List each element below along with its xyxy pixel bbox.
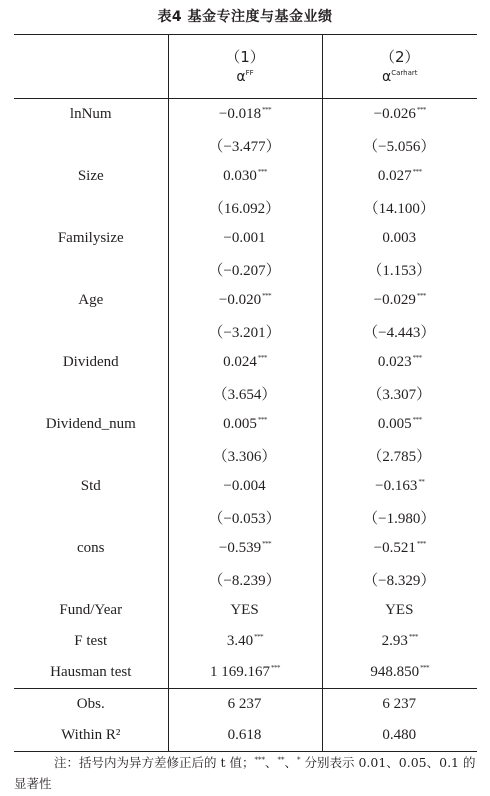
- variable-cell-value: Within R²: [61, 727, 121, 743]
- col-2-cell: [322, 161, 477, 192]
- col-1-cell-value: 0.030: [223, 168, 257, 184]
- table-row: [14, 161, 477, 192]
- col-1-cell-value: −0.020: [218, 292, 262, 308]
- col-1-cell: [168, 564, 322, 595]
- col-2-cell: [322, 533, 477, 564]
- col-2-cell-value: −0.029: [373, 292, 416, 308]
- variable-cell: [14, 316, 168, 347]
- variable-cell-value: cons: [77, 540, 105, 556]
- col-2-cell-value: 0.023: [377, 354, 412, 370]
- variable-cell-value: Size: [77, 168, 104, 184]
- col-1-cell: [168, 471, 322, 502]
- col-2-cell-value: （−5.056）: [363, 139, 436, 155]
- col-2-cell-value: 2.93: [381, 633, 408, 649]
- header-col-2: [322, 35, 477, 99]
- col-1-cell: [168, 657, 322, 689]
- variable-cell: [14, 440, 168, 471]
- variable-cell: [14, 285, 168, 316]
- variable-cell: [14, 657, 168, 689]
- col-1-cell: [168, 626, 322, 657]
- col-2-cell: [322, 409, 477, 440]
- variable-cell: [14, 130, 168, 161]
- col-2-cell: [322, 316, 477, 347]
- col-1-cell-value: （16.092）: [208, 201, 281, 217]
- variable-cell: [14, 533, 168, 564]
- significance-stars: ***: [416, 292, 426, 300]
- col-1-cell-value: （−3.477）: [208, 139, 281, 155]
- col-2-cell: [322, 440, 477, 471]
- col-1-cell-value: YES: [230, 602, 259, 618]
- col-1-cell-value: 0.618: [227, 727, 262, 743]
- col-2-superscript: Carhart: [391, 68, 418, 77]
- table-row: [14, 440, 477, 471]
- col-1-cell-value: （−8.239）: [208, 573, 281, 589]
- col-2-cell-value: −0.026: [373, 106, 416, 122]
- variable-cell: [14, 502, 168, 533]
- col-1-cell: [168, 316, 322, 347]
- note-star-3: ***: [254, 756, 265, 764]
- col-1-cell: [168, 130, 322, 161]
- variable-cell-value: Obs.: [76, 696, 105, 712]
- table-row: [14, 409, 477, 440]
- col-1-cell: [168, 440, 322, 471]
- col-2-cell: [322, 471, 477, 502]
- col-1-cell-value: 0.024: [223, 354, 257, 370]
- col-2-cell: [322, 502, 477, 533]
- note-star-1: *: [297, 756, 301, 764]
- col-2-cell-value: （−1.980）: [363, 511, 436, 527]
- significance-stars: ***: [420, 664, 430, 672]
- col-1-cell: [168, 192, 322, 223]
- variable-cell-value: Hausman test: [50, 664, 132, 680]
- table-row: [14, 347, 477, 378]
- table-row: [14, 99, 477, 131]
- col-2-cell: [322, 564, 477, 595]
- col-1-cell-value: 3.40: [226, 633, 254, 649]
- table-row: [14, 130, 477, 161]
- table-row: [14, 192, 477, 223]
- variable-cell: [14, 595, 168, 626]
- col-1-cell: [168, 254, 322, 285]
- col-1-cell-value: −0.539: [218, 540, 262, 556]
- col-1-cell-value: （−0.207）: [208, 263, 281, 279]
- col-2-cell: [322, 254, 477, 285]
- variable-cell: [14, 689, 168, 721]
- col-2-cell-value: 948.850: [370, 664, 420, 680]
- col-2-cell-value: （−8.329）: [363, 573, 436, 589]
- significance-stars: ***: [271, 664, 280, 672]
- table-header-row: [14, 35, 477, 99]
- variable-cell: [14, 347, 168, 378]
- col-2-cell: [322, 720, 477, 752]
- variable-cell: [14, 378, 168, 409]
- col-1-cell: [168, 533, 322, 564]
- table-row: [14, 285, 477, 316]
- col-2-cell-value: （3.307）: [367, 387, 432, 403]
- col-1-cell-value: （3.306）: [212, 449, 277, 465]
- significance-stars: ***: [254, 633, 264, 641]
- col-2-cell: [322, 99, 477, 131]
- col-2-cell-value: YES: [385, 602, 414, 618]
- table-row: [14, 595, 477, 626]
- col-2-cell-value: （2.785）: [367, 449, 432, 465]
- col-2-cell: [322, 378, 477, 409]
- col-1-cell-value: （−0.053）: [208, 511, 281, 527]
- col-1-cell: [168, 502, 322, 533]
- table-row: [14, 564, 477, 595]
- col-1-cell: [168, 720, 322, 752]
- table-row: [14, 378, 477, 409]
- variable-cell-value: F test: [74, 633, 108, 649]
- table-row: [14, 471, 477, 502]
- variable-cell-value: Dividend_num: [45, 416, 136, 432]
- col-1-cell: [168, 409, 322, 440]
- col-2-cell-value: 6 237: [382, 696, 417, 712]
- significance-stars: ***: [262, 106, 272, 114]
- variable-cell-value: Familysize: [57, 230, 124, 246]
- table-row: [14, 223, 477, 254]
- variable-cell: [14, 99, 168, 131]
- variable-cell-value: Age: [78, 292, 104, 308]
- header-col-1: [168, 35, 322, 99]
- col-1-cell-value: −0.018: [218, 106, 262, 122]
- significance-stars: ***: [412, 168, 422, 176]
- table-row: [14, 502, 477, 533]
- col-2-number: （2）: [379, 47, 420, 66]
- table-row: [14, 626, 477, 657]
- col-2-cell: [322, 347, 477, 378]
- col-1-cell-value: 1 169.167: [210, 664, 270, 680]
- variable-cell: [14, 720, 168, 752]
- col-2-cell: [322, 626, 477, 657]
- variable-cell: [14, 254, 168, 285]
- col-2-cell-value: 0.480: [382, 727, 417, 743]
- col-2-cell: [322, 285, 477, 316]
- significance-stars: ***: [408, 633, 418, 641]
- variable-cell: [14, 564, 168, 595]
- col-2-cell-value: 0.005: [377, 416, 412, 432]
- col-1-superscript: FF: [245, 68, 254, 77]
- col-1-cell: [168, 378, 322, 409]
- col-2-alpha: $\alpha^{Carhart}$: [381, 68, 418, 85]
- col-1-cell: [168, 689, 322, 721]
- col-1-alpha: $\alpha^{FF}$: [236, 68, 254, 85]
- col-1-cell: [168, 285, 322, 316]
- col-2-cell-value: 0.027: [377, 168, 412, 184]
- col-1-cell-value: （3.654）: [212, 387, 277, 403]
- table-note: 注：括号内为异方差修正后的 t 值；***、**、* 分别表示 0.01、0.05、0.1 的显著性: [14, 755, 476, 791]
- significance-stars: ***: [412, 354, 422, 362]
- note-star-2: **: [277, 756, 285, 764]
- col-2-cell: [322, 192, 477, 223]
- col-2-cell-value: （14.100）: [363, 201, 435, 217]
- significance-stars: ***: [262, 540, 272, 548]
- variable-cell: [14, 626, 168, 657]
- table-row: [14, 533, 477, 564]
- col-2-cell-value: 0.003: [382, 230, 417, 246]
- variable-cell-value: Std: [80, 478, 101, 494]
- variable-cell: [14, 409, 168, 440]
- table-row: [14, 254, 477, 285]
- col-2-cell: [322, 595, 477, 626]
- variable-cell-value: Dividend: [62, 354, 119, 370]
- table-row: [14, 657, 477, 689]
- significance-stars: **: [418, 478, 425, 486]
- significance-stars: ***: [257, 416, 267, 424]
- col-2-cell-value: −0.163: [375, 478, 418, 494]
- variable-cell-value: Fund/Year: [59, 602, 123, 618]
- variable-cell: [14, 223, 168, 254]
- table-row: [14, 689, 477, 721]
- col-2-cell: [322, 689, 477, 721]
- col-1-cell: [168, 99, 322, 131]
- col-1-cell-value: 6 237: [227, 696, 262, 712]
- variable-cell: [14, 192, 168, 223]
- col-1-cell-value: −0.004: [223, 478, 266, 494]
- table-row: [14, 316, 477, 347]
- col-2-cell: [322, 130, 477, 161]
- significance-stars: ***: [412, 416, 422, 424]
- significance-stars: ***: [257, 354, 267, 362]
- col-2-cell-value: （1.153）: [367, 263, 432, 279]
- col-1-number: （1）: [225, 47, 265, 66]
- variable-cell-value: lnNum: [69, 106, 112, 122]
- col-2-cell-value: （−4.443）: [363, 325, 436, 341]
- col-1-cell-value: （−3.201）: [208, 325, 281, 341]
- header-variable-cell: [14, 35, 168, 99]
- table-title: 表4 基金专注度与基金业绩: [157, 9, 333, 25]
- significance-stars: ***: [416, 540, 426, 548]
- table-row: [14, 720, 477, 752]
- col-1-cell-value: −0.001: [223, 230, 266, 246]
- col-1-cell: [168, 161, 322, 192]
- col-1-cell: [168, 223, 322, 254]
- col-2-cell-value: −0.521: [373, 540, 416, 556]
- col-1-cell: [168, 595, 322, 626]
- variable-cell: [14, 471, 168, 502]
- col-1-cell: [168, 347, 322, 378]
- col-1-cell-value: 0.005: [223, 416, 257, 432]
- variable-cell: [14, 161, 168, 192]
- results-table: [14, 34, 477, 752]
- significance-stars: ***: [262, 292, 272, 300]
- col-2-cell: [322, 657, 477, 689]
- significance-stars: ***: [257, 168, 267, 176]
- significance-stars: ***: [416, 106, 426, 114]
- col-2-cell: [322, 223, 477, 254]
